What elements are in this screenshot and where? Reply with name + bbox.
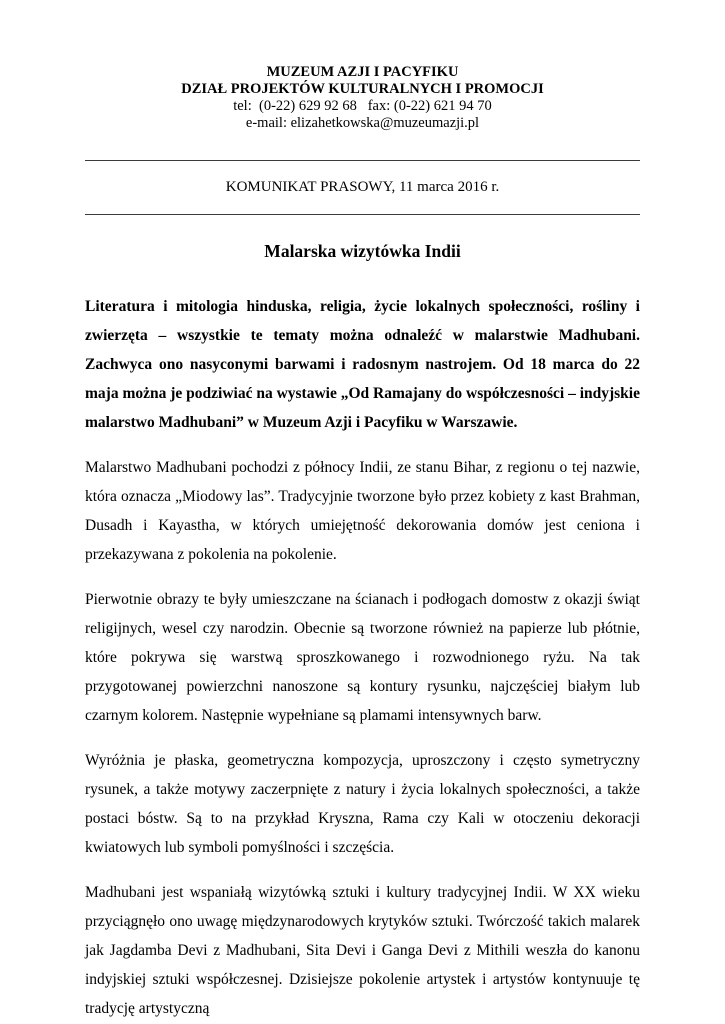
department-name: DZIAŁ PROJEKTÓW KULTURALNYCH I PROMOCJI xyxy=(181,81,544,97)
body-paragraph-4: Madhubani jest wspaniałą wizytówką sztuki i kultury tradycyjnej Indii. W XX wieku przyciągnęło ono uwagę międzynarodowych krytyków sztuki. Twórczość takich malarek jak Jagdamba Devi z Madhubani, Sita Devi i Ganga Devi z Mithili weszła do kanonu indyjskiej sztuki współczesnej. Dzisiejsze pokolenie artystek i artystów kontynuuje tę tradycję artystyczną xyxy=(85,884,640,1017)
article-title: Malarska wizytówka Indii xyxy=(264,241,461,261)
email-line: e-mail: elizahetkowska@muzeumazji.pl xyxy=(245,115,480,131)
press-release-date-line: KOMUNIKAT PRASOWY, 11 marca 2016 r. xyxy=(225,179,500,195)
lead-paragraph: Literatura i mitologia hinduska, religia, życie lokalnych społeczności, rośliny i zwierzęta – wszystkie te tematy można odnaleźć w malarstwie Madhubani. Zachwyca ono nasyconymi barwami i radosnym nastrojem. Od 18 marca do 22 maja można je podziwiać na wystawie „Od Ramajany do współczesności – indyjskie malarstwo Madhubani” w Muzeum Azji i Pacyfiku w Warszawie. xyxy=(85,298,640,431)
divider-top xyxy=(85,160,640,161)
divider-bottom xyxy=(85,214,640,215)
document-header xyxy=(85,64,640,132)
phone-fax-line: tel: (0-22) 629 92 68 fax: (0-22) 621 94 70 xyxy=(233,98,492,114)
body-paragraph-3: Wyróżnia je płaska, geometryczna kompozycja, uproszczony i często symetryczny rysunek, a także motywy zaczerpnięte z natury i życia lokalnych społeczności, a także postaci bóstw. Są to na przykład Kryszna, Rama czy Kali w otoczeniu dekoracji kwiatowych lub symboli pomyślności i szczęścia. xyxy=(85,752,640,856)
body-paragraph-2: Pierwotnie obrazy te były umieszczane na ścianach i podłogach domostw z okazji świąt religijnych, wesel czy narodzin. Obecnie są tworzone również na papierze lub płótnie, które pokrywa się warstwą sproszkowanego i rozwodnionego ryżu. Na tak przygotowanej powierzchni nanoszone są kontury rysunku, najczęściej białym lub czarnym kolorem. Następnie wypełniane są plamami intensywnych barw. xyxy=(85,591,640,724)
organization-name: MUZEUM AZJI I PACYFIKU xyxy=(266,64,459,80)
body-paragraph-1: Malarstwo Madhubani pochodzi z północy Indii, ze stanu Bihar, z regionu o tej nazwie, która oznacza „Miodowy las”. Tradycyjnie tworzone było przez kobiety z kast Brahman, Dusadh i Kayastha, w których umiejętność dekorowania domów jest ceniona i przekazywana z pokolenia na pokolenie. xyxy=(85,459,640,563)
